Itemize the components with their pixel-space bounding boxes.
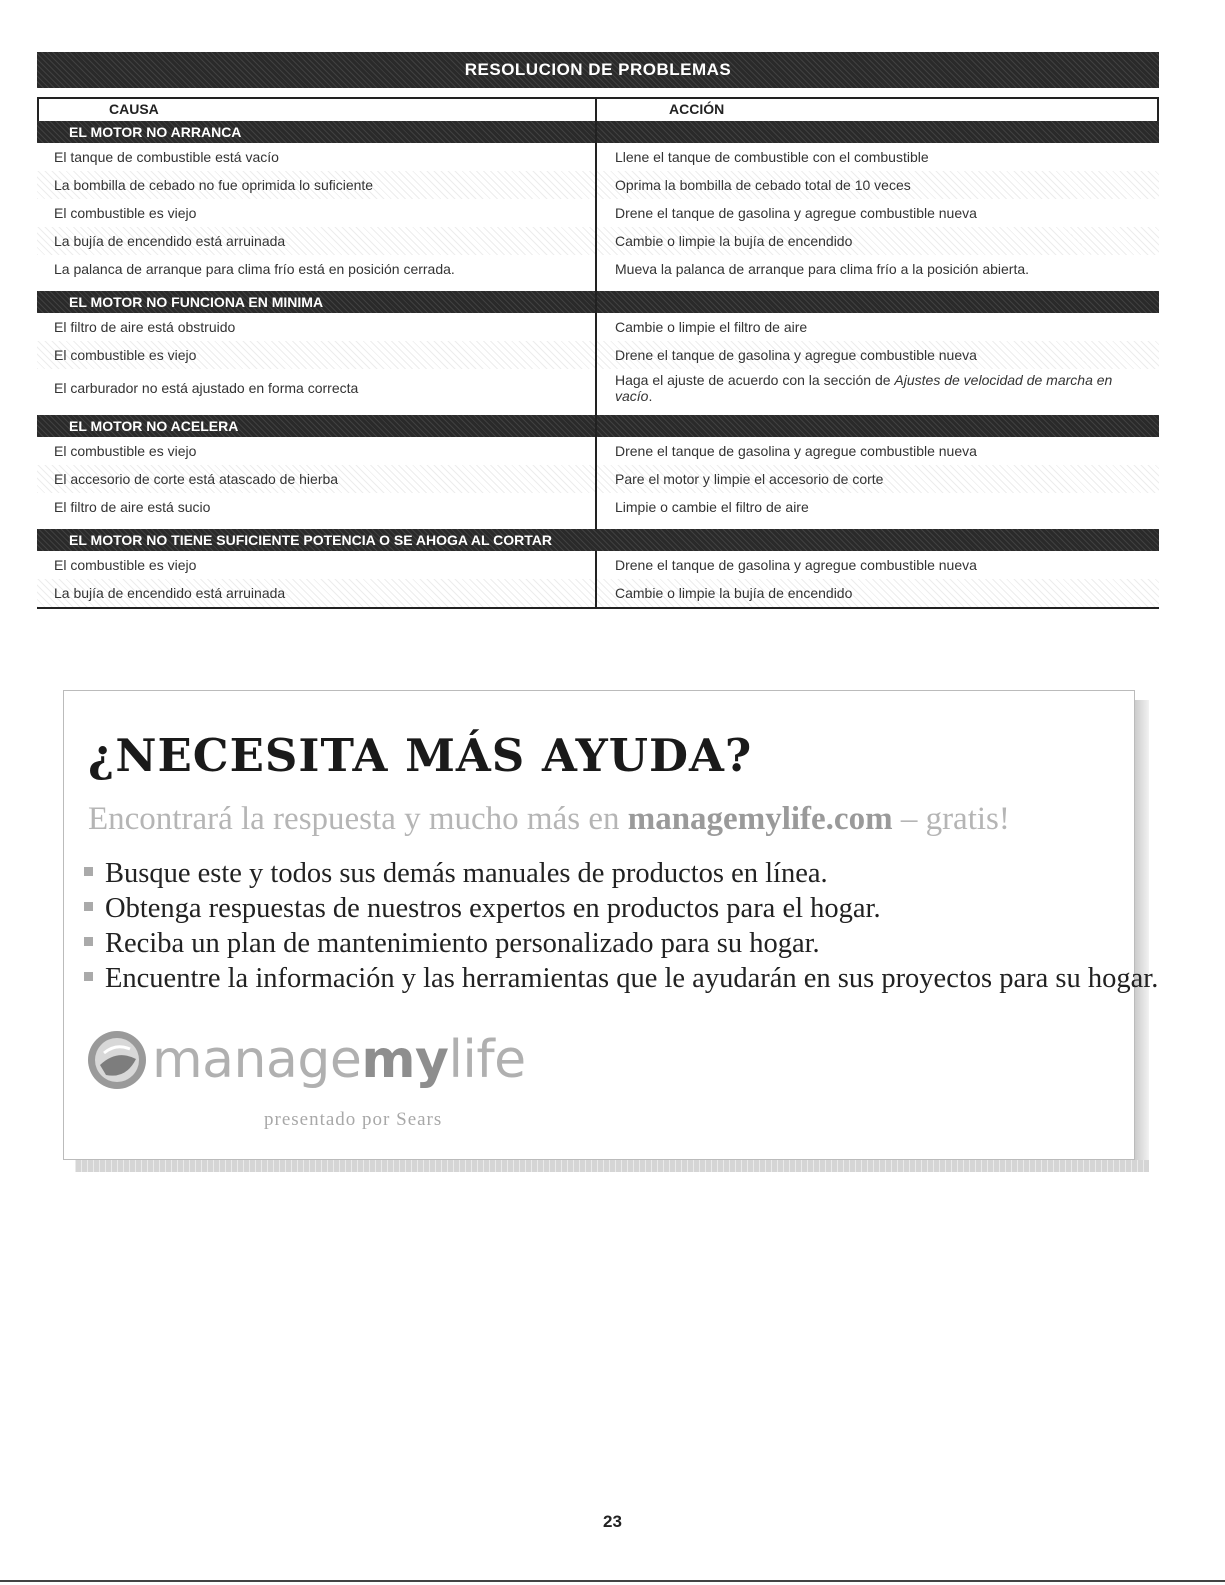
table-row: [37, 551, 1159, 579]
table-row: [37, 171, 1159, 199]
section-heading-label: EL MOTOR NO ACELERA: [69, 418, 239, 434]
cell-accion-text: Drene el tanque de gasolina y agregue combustible nueva: [615, 347, 977, 363]
cell-causa: [37, 551, 597, 579]
help-site-link[interactable]: managemylife.com: [627, 801, 893, 837]
cell-causa: [37, 493, 597, 521]
section-heading: [37, 415, 1159, 437]
cell-accion: [597, 199, 1159, 227]
help-promo-box: [63, 690, 1159, 1160]
table-row: [37, 579, 1159, 607]
help-box-shadow-bottom: [75, 1160, 1149, 1172]
bullet-icon: [84, 902, 93, 911]
table-row: [37, 143, 1159, 171]
help-subtitle-suffix: – gratis!: [892, 801, 1010, 837]
cell-causa-text: La palanca de arranque para clima frío está en posición cerrada.: [54, 261, 455, 277]
list-item: [84, 961, 1158, 996]
cell-accion: [597, 227, 1159, 255]
cell-causa: [37, 143, 597, 171]
table-row: [37, 227, 1159, 255]
list-item-text: Reciba un plan de mantenimiento personalizado para su hogar.: [105, 928, 820, 959]
cell-causa-text: El combustible es viejo: [54, 205, 197, 221]
cell-causa: [37, 341, 597, 369]
cell-causa-text: El filtro de aire está obstruido: [54, 319, 236, 335]
bullet-icon: [84, 937, 93, 946]
cell-accion-text: Mueva la palanca de arranque para clima frío a la posición abierta.: [615, 261, 1030, 277]
cell-accion-text: Cambie o limpie el filtro de aire: [615, 319, 808, 335]
help-subtitle: [88, 801, 1010, 838]
list-item-text: Encuentre la información y las herramientas que le ayudarán en sus proyectos para su hogar.: [105, 963, 1159, 994]
cell-accion-text-part: Haga el ajuste de acuerdo con la sección de: [615, 372, 895, 388]
table-row: [37, 341, 1159, 369]
table-column-headers: [37, 97, 1159, 121]
section-title-bar: [37, 52, 1159, 88]
cell-causa: [37, 369, 597, 407]
cell-accion-text: Drene el tanque de gasolina y agregue combustible nueva: [615, 205, 977, 221]
table-title: RESOLUCION DE PROBLEMAS: [464, 60, 732, 79]
cell-accion-text: Oprima la bombilla de cebado total de 10 veces: [615, 177, 911, 193]
cell-causa: [37, 437, 597, 465]
managemylife-logo: [86, 1029, 526, 1091]
logo-text-manage: manage: [152, 1030, 362, 1090]
section-heading: [37, 291, 1159, 313]
cell-causa-text: El accesorio de corte está atascado de hierba: [54, 471, 339, 487]
logo-tagline: presentado por Sears: [264, 1109, 443, 1130]
cell-accion: [597, 579, 1159, 607]
cell-causa-text: El tanque de combustible está vacío: [54, 149, 279, 165]
column-header-accion: ACCIÓN: [669, 101, 725, 117]
list-item: [84, 856, 1158, 891]
cell-causa: [37, 171, 597, 199]
list-item-text: Obtenga respuestas de nuestros expertos en productos para el hogar.: [105, 893, 881, 924]
cell-accion: [597, 437, 1159, 465]
cell-accion: [597, 143, 1159, 171]
section-heading: [37, 121, 1159, 143]
section-heading-label: EL MOTOR NO TIENE SUFICIENTE POTENCIA O SE AHOGA AL CORTAR: [69, 532, 553, 548]
cell-accion-text: [615, 372, 1149, 404]
table-body: [37, 121, 1159, 607]
list-item-text: Busque este y todos sus demás manuales de productos en línea.: [105, 858, 828, 889]
page-number: 23: [603, 1512, 622, 1531]
table-row: [37, 199, 1159, 227]
cell-causa-text: El combustible es viejo: [54, 443, 197, 459]
table-row: [37, 437, 1159, 465]
cell-causa: [37, 579, 597, 607]
cell-accion-text: Cambie o limpie la bujía de encendido: [615, 233, 853, 249]
cell-accion: [597, 493, 1159, 521]
logo-text-my: my: [361, 1030, 449, 1090]
cell-accion: [597, 465, 1159, 493]
section-heading-label: EL MOTOR NO ARRANCA: [69, 124, 242, 140]
list-item: [84, 926, 1158, 961]
cell-causa-text: La bujía de encendido está arruinada: [54, 233, 286, 249]
help-title: ¿NECESITA MÁS AYUDA?: [88, 729, 753, 782]
logo-text-life: life: [448, 1030, 526, 1090]
logo-wordmark: [152, 1030, 526, 1090]
table-row: [37, 369, 1159, 407]
table-row: [37, 313, 1159, 341]
cell-accion-text: Drene el tanque de gasolina y agregue combustible nueva: [615, 443, 977, 459]
cell-causa-text: La bujía de encendido está arruinada: [54, 585, 286, 601]
table-row: [37, 465, 1159, 493]
table-row: [37, 493, 1159, 521]
cell-causa-text: La bombilla de cebado no fue oprimida lo suficiente: [54, 177, 374, 193]
list-item: [84, 891, 1158, 926]
cell-causa-text: El combustible es viejo: [54, 347, 197, 363]
help-benefits-list: [84, 856, 1158, 996]
bullet-icon: [84, 867, 93, 876]
troubleshooting-table: [37, 97, 1159, 609]
cell-causa-text: El carburador no está ajustado en forma correcta: [54, 380, 359, 396]
cell-accion: [597, 313, 1159, 341]
cell-accion: [597, 551, 1159, 579]
managemylife-globe-icon: [86, 1029, 148, 1091]
section-heading-label: EL MOTOR NO FUNCIONA EN MINIMA: [69, 294, 324, 310]
cell-accion: [597, 341, 1159, 369]
section-spacer: [37, 521, 1159, 529]
column-header-causa: CAUSA: [39, 99, 597, 121]
cell-accion-text: Drene el tanque de gasolina y agregue combustible nueva: [615, 557, 977, 573]
cell-accion-text: Limpie o cambie el filtro de aire: [615, 499, 809, 515]
cell-accion: [597, 171, 1159, 199]
cell-causa: [37, 227, 597, 255]
section-spacer: [37, 407, 1159, 415]
cell-accion-text: Cambie o limpie la bujía de encendido: [615, 585, 853, 601]
cell-accion: [597, 369, 1159, 407]
section-spacer: [37, 283, 1159, 291]
cell-accion-text: Llene el tanque de combustible con el combustible: [615, 149, 929, 165]
cell-causa: [37, 465, 597, 493]
help-subtitle-text: Encontrará la respuesta y mucho más en: [88, 801, 628, 837]
cell-causa: [37, 313, 597, 341]
cell-causa: [37, 255, 597, 283]
cell-causa: [37, 199, 597, 227]
footer-rule: [0, 1580, 1225, 1582]
section-heading: [37, 529, 1159, 551]
cell-causa-text: El filtro de aire está sucio: [54, 499, 211, 515]
bullet-icon: [84, 972, 93, 981]
cell-accion: [597, 255, 1159, 283]
table-row: [37, 255, 1159, 283]
cell-accion-text-emphasis: Ajustes de velocidad de marcha en vacío: [615, 372, 1113, 404]
cell-accion-text-part: .: [648, 388, 653, 404]
cell-accion-text: Pare el motor y limpie el accesorio de corte: [615, 471, 884, 487]
cell-causa-text: El combustible es viejo: [54, 557, 197, 573]
